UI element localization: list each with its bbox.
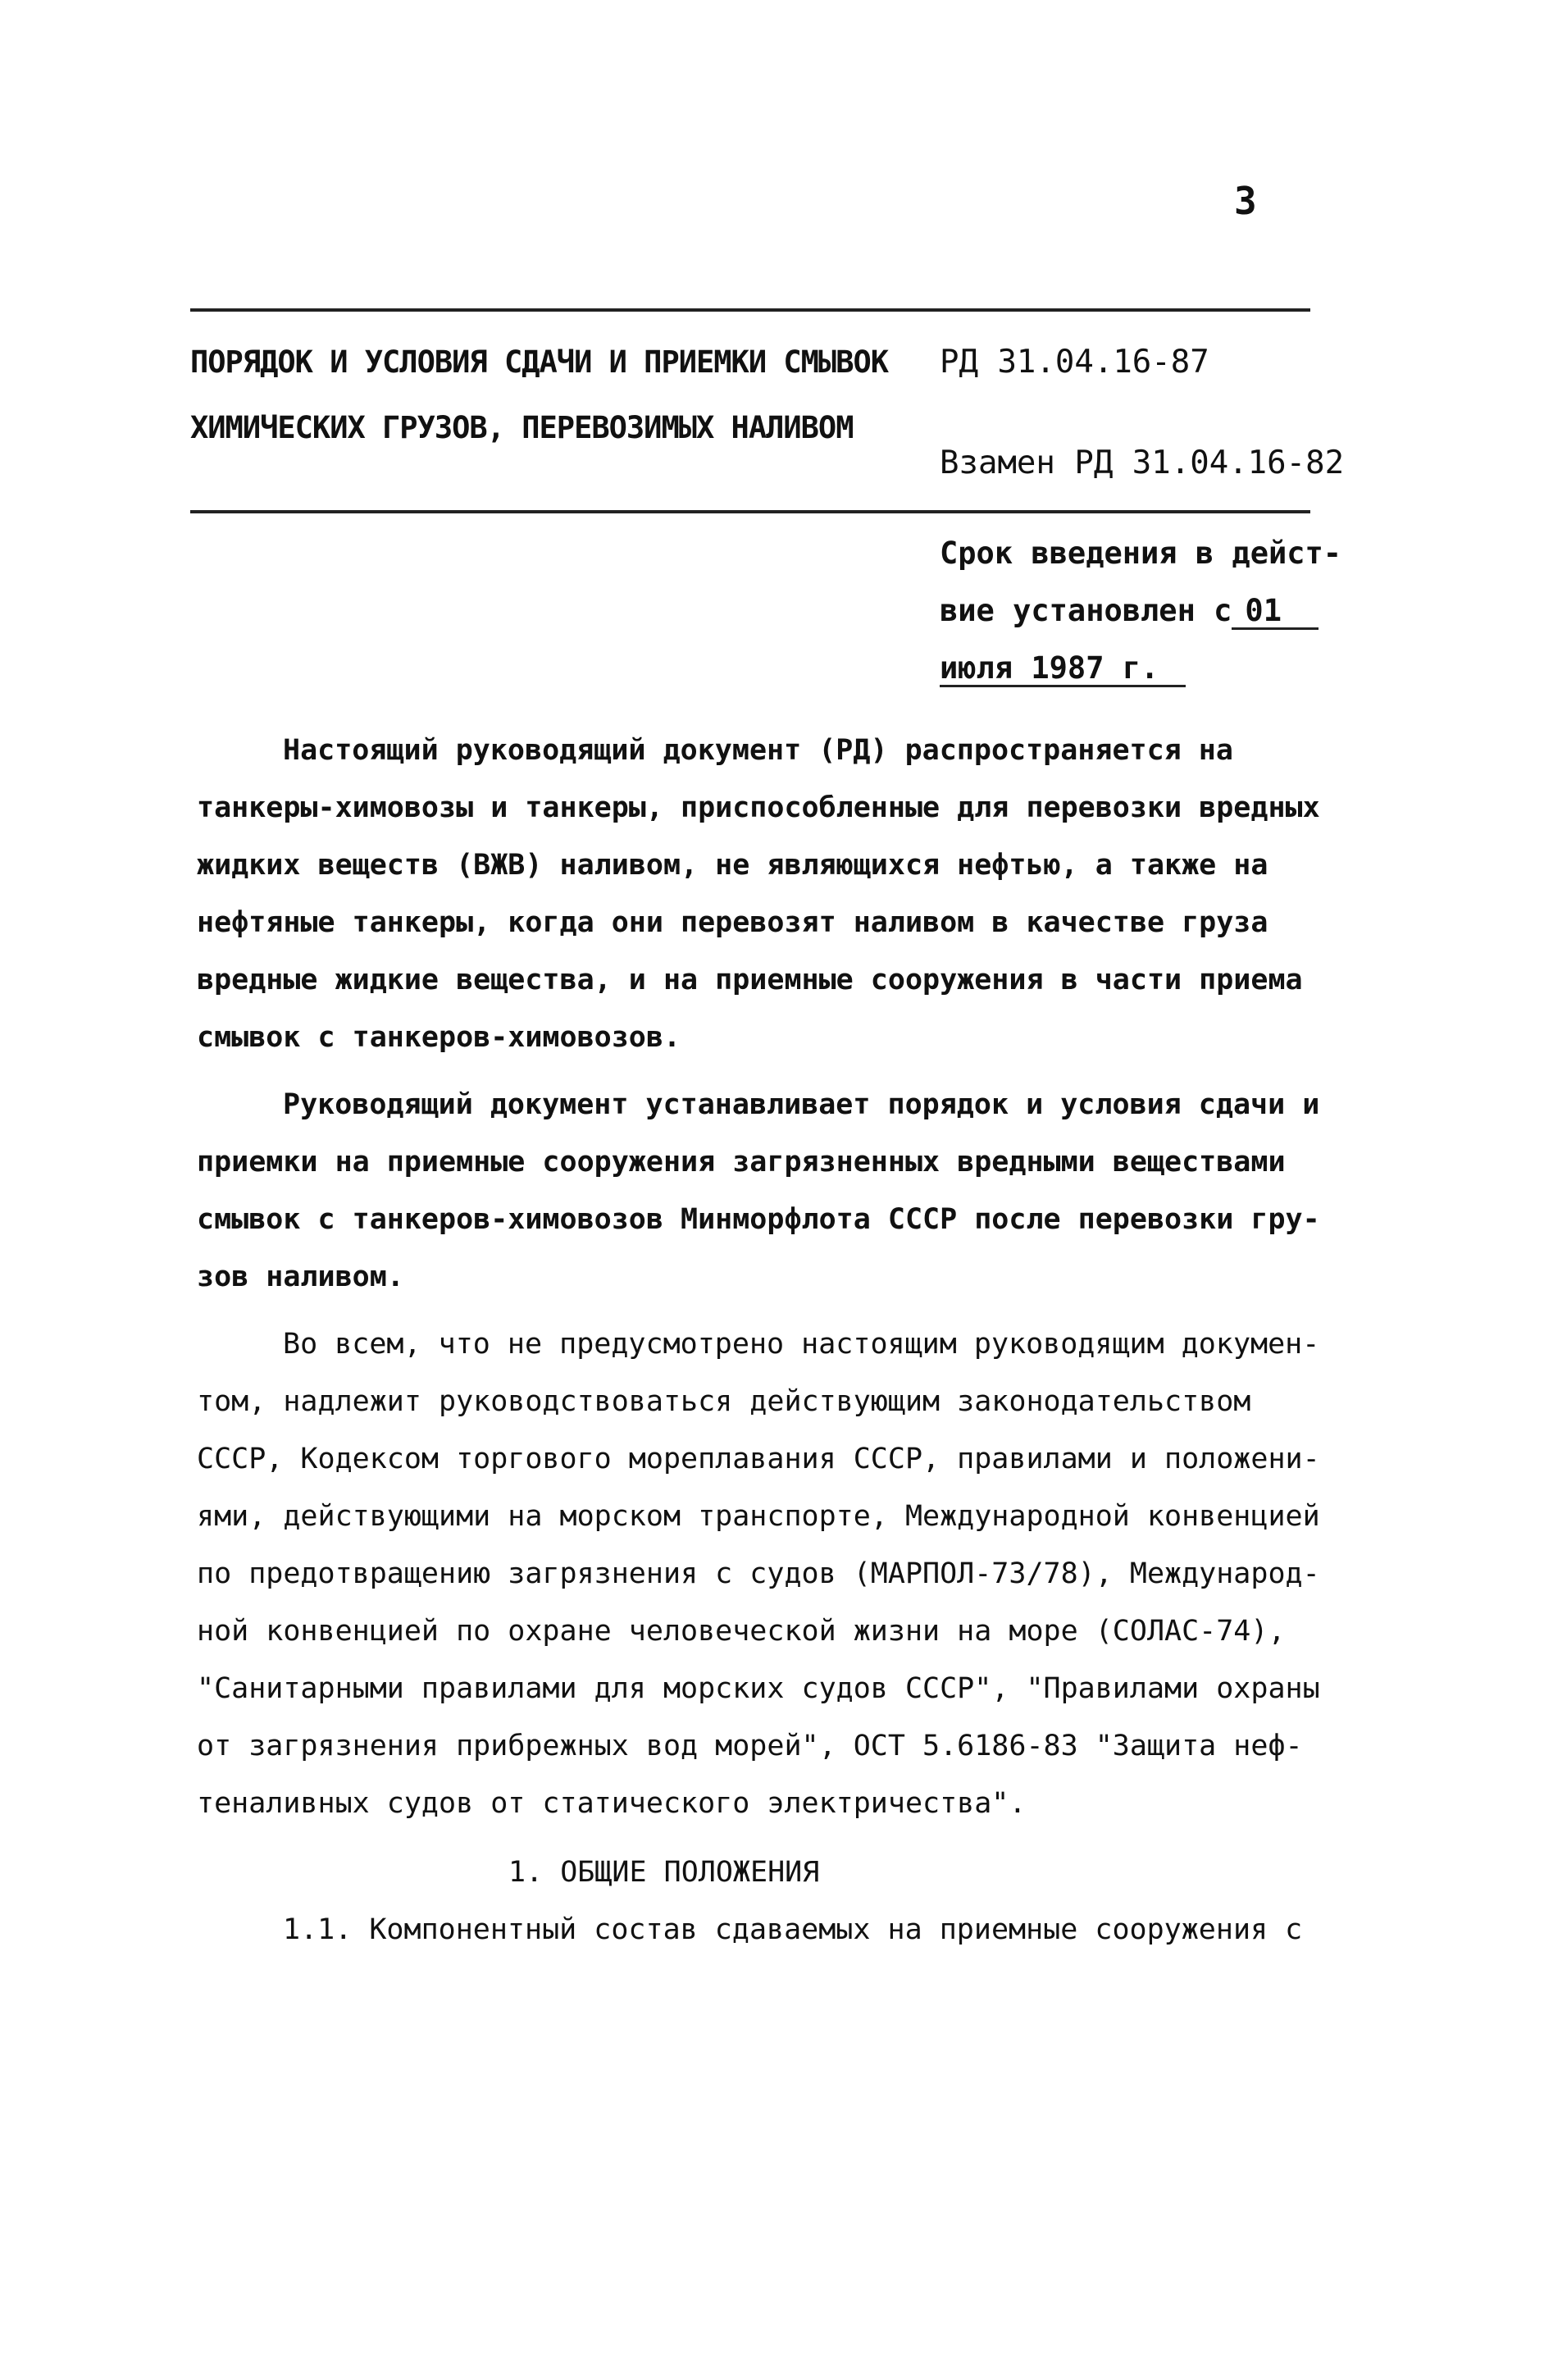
effective-date-block [940,525,1341,697]
text-line: танкеры-химовозы и танкеры, приспособленные для перевозки вредных [197,791,1320,824]
text-line: СССР, Кодексом торгового мореплавания СССР, правилами и положени- [197,1443,1320,1475]
paragraph-regulations [197,1315,1320,1832]
text-line: от загрязнения прибрежных вод морей", ОСТ 5.6186-83 "Защита неф- [197,1730,1303,1762]
document-code: РД 31.04.16-87 [940,344,1209,381]
section-heading-general: 1. ОБЩИЕ ПОЛОЖЕНИЯ [508,1856,820,1889]
page-number: 3 [1234,179,1257,223]
document-title-line-1: ПОРЯДОК И УСЛОВИЯ СДАЧИ И ПРИЕМКИ СМЫВОК [190,344,889,380]
header-bottom-rule [190,510,1310,513]
text-line: нефтяные танкеры, когда они перевозят наливом в качестве груза [197,906,1268,939]
text-line: по предотвращению загрязнения с судов (МАРПОЛ-73/78), Международ- [197,1557,1320,1590]
text-line: вредные жидкие вещества, и на приемные сооружения в части приема [197,964,1303,996]
paragraph-purpose [197,1076,1320,1306]
text-line: жидких веществ (ВЖВ) наливом, не являющихся нефтью, а также на [197,849,1268,882]
text-line: зов наливом. [197,1261,404,1293]
text-line: ями, действующими на морском транспорте, Международной конвенцией [197,1500,1320,1533]
text-line: смывок с танкеров-химовозов Минморфлота СССР после перевозки гру- [197,1203,1320,1236]
text-line: Во всем, что не предусмотрено настоящим руководящим докумен- [283,1328,1320,1361]
effective-line-1: Срок введения в дейст- [940,536,1342,571]
effective-line-3 [940,640,1341,697]
text-line: Настоящий руководящий документ (РД) распространяется на [283,734,1233,767]
effective-line-2 [940,582,1341,640]
text-line: приемки на приемные сооружения загрязненных вредными веществами [197,1146,1286,1179]
paragraph-scope [197,722,1320,1066]
header-top-rule [190,308,1310,312]
effective-day-field: 01 [1232,595,1319,630]
text-line: том, надлежит руководствоваться действующим законодательством [197,1385,1251,1418]
effective-line-2-prefix: вие установлен с [940,593,1232,628]
clause-1-1: 1.1. Компонентный состав сдаваемых на приемные сооружения с [283,1913,1303,1946]
document-title-line-2: ХИМИЧЕСКИХ ГРУЗОВ, ПЕРЕВОЗИМЫХ НАЛИВОМ [190,410,854,445]
document-body [197,722,1320,1958]
text-line: Руководящий документ устанавливает порядок и условия сдачи и [283,1088,1320,1121]
replaces-note: Взамен РД 31.04.16-82 [940,445,1345,481]
effective-date-field: июля 1987 г. [940,652,1186,687]
text-line: ной конвенцией по охране человеческой жизни на море (СОЛАС-74), [197,1615,1286,1648]
text-line: "Санитарными правилами для морских судов СССР", "Правилами охраны [197,1672,1320,1705]
document-title [190,330,888,461]
text-line: теналивных судов от статического электричества". [197,1787,1027,1820]
text-line: смывок с танкеров-химовозов. [197,1021,681,1054]
